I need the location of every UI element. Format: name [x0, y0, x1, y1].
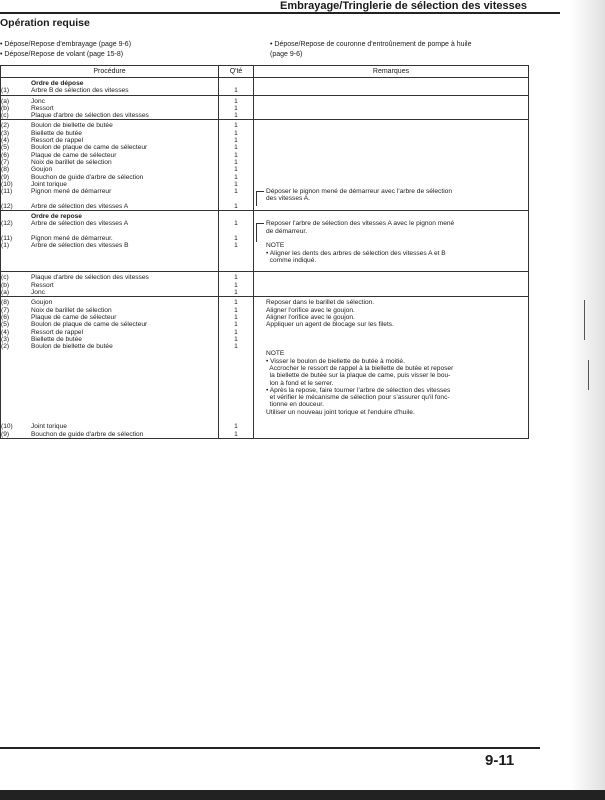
- bracket-connector: [256, 191, 264, 206]
- remarks-cell: [254, 95, 529, 120]
- remark-line: • Après la repose, faire tourner l'arbre de sélection des vitesses: [266, 386, 451, 394]
- step-ref: (8): [1, 166, 10, 174]
- remark-line: [254, 235, 528, 242]
- qty-value: 1: [234, 158, 238, 166]
- header-qty: Q'té: [219, 66, 254, 78]
- step-text: Ordre de dépose: [31, 80, 84, 87]
- step-text: Goujon: [31, 299, 53, 307]
- qty-value: 1: [234, 87, 238, 95]
- step-ref: (5): [1, 321, 10, 329]
- qty-value: 1: [234, 180, 238, 188]
- procedure-line: [1, 387, 218, 394]
- procedure-line: [1, 282, 218, 289]
- qty-value: [219, 195, 253, 202]
- procedure-line: [1, 431, 218, 438]
- step-ref: (6): [1, 313, 10, 321]
- header-rule: [0, 12, 560, 14]
- procedure-line: [1, 122, 218, 129]
- qty-value: 1: [234, 289, 238, 297]
- qty-value: 1: [234, 343, 238, 351]
- procedure-line: [1, 314, 218, 321]
- qty-value: [219, 358, 253, 365]
- remark-line: • Visser le boulon de biellette de butée à moitié.: [266, 357, 405, 365]
- table-header-row: [1, 66, 529, 78]
- table-row: [1, 272, 529, 297]
- procedure-line: [1, 112, 218, 119]
- step-text: Ressort de rappel: [31, 137, 84, 145]
- qty-value: 1: [234, 202, 238, 210]
- qty-value: 1: [234, 306, 238, 314]
- remark-line: de démarreur.: [266, 227, 308, 235]
- procedure-line: [1, 401, 218, 408]
- step-text: Noix de barillet de sélection: [31, 158, 112, 166]
- remark-line: NOTE: [266, 350, 285, 358]
- remark-line: lon à fond et le serrer.: [266, 379, 334, 387]
- procedure-line: [1, 329, 218, 336]
- procedure-line: [1, 105, 218, 112]
- step-ref: (b): [1, 281, 10, 289]
- procedure-line: [1, 188, 218, 195]
- step-text: Plaque d'arbre de sélection des vitesses: [31, 112, 149, 120]
- remarks-cell: [254, 297, 529, 439]
- step-text: Arbre de sélection des vitesses A: [31, 202, 129, 210]
- procedure-line: [1, 307, 218, 314]
- requirement-item: • Dépose/Repose d'embrayage (page 9-6): [0, 41, 132, 48]
- qty-value: 1: [234, 313, 238, 321]
- qty-value: 1: [234, 430, 238, 438]
- remark-line: Accrocher le ressort de rappel à la biellette de butée et reposer: [266, 364, 454, 372]
- requirement-item: (page 9-6): [270, 51, 303, 58]
- requirement-item: • Dépose/Repose de couronne d'entroûnement de pompe à huile: [270, 41, 472, 48]
- requirements-right: [270, 40, 540, 60]
- remark-line: [254, 336, 528, 343]
- procedure-line: [1, 380, 218, 387]
- step-text: Bouchon de guide d'arbre de sélection: [31, 173, 144, 181]
- procedure-line: [1, 336, 218, 343]
- table-body: [1, 78, 529, 439]
- qty-value: 1: [234, 188, 238, 196]
- step-ref: (4): [1, 137, 10, 145]
- remark-line: [254, 213, 528, 220]
- remark-line: Aligner l'orifice avec le goujon.: [266, 313, 355, 321]
- qty-value: 1: [234, 173, 238, 181]
- qty-value: 1: [234, 144, 238, 152]
- step-ref: (2): [1, 343, 10, 351]
- remarks-cell: [254, 120, 529, 211]
- qty-value: 1: [234, 274, 238, 282]
- step-ref: (9): [1, 173, 10, 181]
- table-row: [1, 120, 529, 211]
- qty-cell: [219, 78, 254, 96]
- remark-line: Appliquer un agent de blocage sur les filets.: [266, 321, 394, 329]
- remark-line: [254, 343, 528, 350]
- step-text: Pignon mené de démarreur.: [31, 234, 113, 242]
- step-text: Ordre de repose: [31, 213, 82, 221]
- qty-value: [219, 416, 253, 423]
- edge-mark: [588, 360, 589, 390]
- step-ref: (5): [1, 144, 10, 152]
- procedure-line: [1, 274, 218, 281]
- remark-line: [254, 152, 528, 159]
- qty-cell: [219, 95, 254, 120]
- procedure-cell: [1, 272, 219, 297]
- step-ref: (12): [1, 202, 13, 210]
- procedure-line: [1, 358, 218, 365]
- step-ref: (b): [1, 104, 10, 112]
- step-ref: (1): [1, 87, 10, 95]
- step-text: Boulon de plaque de came de sélecteur: [31, 321, 148, 329]
- procedure-line: [1, 394, 218, 401]
- qty-value: [219, 80, 253, 87]
- qty-value: [219, 264, 253, 271]
- qty-value: 1: [234, 242, 238, 250]
- remark-line: [254, 166, 528, 173]
- step-ref: (9): [1, 430, 10, 438]
- procedure-line: [1, 220, 218, 227]
- step-text: Noix de barillet de sélection: [31, 306, 112, 314]
- qty-cell: [219, 211, 254, 272]
- procedure-line: [1, 299, 218, 306]
- step-ref: (a): [1, 97, 10, 105]
- qty-value: [219, 250, 253, 257]
- qty-value: 1: [234, 112, 238, 120]
- step-ref: (12): [1, 220, 13, 228]
- step-ref: (3): [1, 129, 10, 137]
- page-number: 9-11: [485, 752, 515, 769]
- remark-line: Reposer l'arbre de sélection des vitesses A avec le pignon mené: [266, 220, 455, 228]
- page-edge-shadow: [570, 0, 605, 800]
- step-text: Plaque de came de sélecteur: [31, 151, 117, 159]
- remark-line: Reposer dans le barillet de sélection.: [266, 299, 375, 307]
- procedure-line: [1, 137, 218, 144]
- remark-line: NOTE: [266, 242, 285, 250]
- procedure-line: [1, 409, 218, 416]
- procedure-cell: [1, 95, 219, 120]
- remark-line: et vérifier le mécanisme de sélection pour s'assurer qu'il fonc-: [266, 394, 450, 402]
- qty-cell: [219, 297, 254, 439]
- procedure-line: [1, 350, 218, 357]
- qty-value: 1: [234, 281, 238, 289]
- step-text: Plaque de came de sélecteur: [31, 313, 117, 321]
- footer-bar: [0, 790, 605, 800]
- remark-line: [254, 130, 528, 137]
- step-text: Jonc: [31, 97, 45, 105]
- procedure-line: [1, 213, 218, 220]
- procedure-line: [1, 372, 218, 379]
- step-text: Jonc: [31, 289, 45, 297]
- qty-value: 1: [234, 122, 238, 130]
- procedure-line: [1, 257, 218, 264]
- procedure-cell: [1, 120, 219, 211]
- remark-line: la biellette de butée sur la plaque de came, puis visser le bou-: [266, 372, 451, 380]
- header-title: Embrayage/Tringlerie de sélection des vitesses: [279, 0, 527, 12]
- qty-value: 1: [234, 137, 238, 145]
- step-text: Biellette de butée: [31, 335, 82, 343]
- procedure-line: [1, 166, 218, 173]
- step-text: Ressort: [31, 281, 54, 289]
- step-text: Pignon mené de démarreur: [31, 188, 112, 196]
- step-text: Ressort de rappel: [31, 328, 84, 336]
- bracket-connector: [256, 223, 264, 242]
- remark-line: [254, 122, 528, 129]
- qty-value: [219, 257, 253, 264]
- procedure-cell: [1, 211, 219, 272]
- step-text: Plaque d'arbre de sélection des vitesses: [31, 274, 149, 282]
- qty-cell: [219, 120, 254, 211]
- procedure-line: [1, 321, 218, 328]
- remark-line: [254, 159, 528, 166]
- procedure-line: [1, 87, 218, 94]
- remarks-cell: [254, 78, 529, 96]
- table-row: [1, 297, 529, 439]
- remark-line: [254, 174, 528, 181]
- qty-value: [219, 380, 253, 387]
- edge-mark: [584, 300, 585, 340]
- step-text: Ressort: [31, 104, 54, 112]
- procedure-line: [1, 144, 218, 151]
- qty-value: 1: [234, 423, 238, 431]
- qty-value: [219, 213, 253, 220]
- procedure-line: [1, 181, 218, 188]
- header-remarks: Remarques: [254, 66, 529, 78]
- section-title: Opération requise: [0, 17, 90, 29]
- qty-value: 1: [234, 321, 238, 329]
- procedure-line: [1, 152, 218, 159]
- remark-line: tionne en douceur.: [266, 401, 324, 409]
- step-text: Arbre de sélection des vitesses B: [31, 242, 129, 250]
- procedure-line: [1, 235, 218, 242]
- procedure-line: [1, 365, 218, 372]
- step-ref: (7): [1, 306, 10, 314]
- step-ref: (1): [1, 242, 10, 250]
- step-text: Boulon de plaque de came de sélecteur: [31, 144, 148, 152]
- procedure-line: [1, 250, 218, 257]
- qty-value: 1: [234, 220, 238, 228]
- qty-value: [219, 401, 253, 408]
- procedure-line: [1, 242, 218, 249]
- remark-line: [254, 137, 528, 144]
- qty-cell: [219, 272, 254, 297]
- step-ref: (11): [1, 234, 13, 242]
- procedure-line: [1, 264, 218, 271]
- qty-value: 1: [234, 166, 238, 174]
- qty-value: 1: [234, 234, 238, 242]
- qty-value: [219, 387, 253, 394]
- step-text: Boulon de biellette de butée: [31, 122, 113, 130]
- step-ref: (6): [1, 151, 10, 159]
- requirement-item: • Dépose/Repose de volant (page 15-8): [0, 51, 124, 58]
- qty-value: [219, 394, 253, 401]
- step-text: Goujon: [31, 166, 53, 174]
- remark-line: Aligner l'orifice avec le goujon.: [266, 306, 355, 314]
- procedure-line: [1, 416, 218, 423]
- procedure-line: [1, 159, 218, 166]
- step-ref: (10): [1, 423, 13, 431]
- qty-value: 1: [234, 335, 238, 343]
- table-row: [1, 78, 529, 96]
- qty-value: [219, 228, 253, 235]
- procedure-line: [1, 423, 218, 430]
- procedure-line: [1, 343, 218, 350]
- header-procedure: Procédure: [1, 66, 219, 78]
- qty-value: [219, 365, 253, 372]
- remarks-cell: [254, 211, 529, 272]
- remarks-cell: [254, 272, 529, 297]
- qty-value: 1: [234, 328, 238, 336]
- footer-rule: [0, 747, 540, 749]
- qty-value: 1: [234, 151, 238, 159]
- qty-value: [219, 372, 253, 379]
- qty-value: 1: [234, 129, 238, 137]
- procedure-line: [1, 195, 218, 202]
- step-text: Biellette de butée: [31, 129, 82, 137]
- procedure-line: [1, 130, 218, 137]
- remark-line: comme indiqué.: [266, 256, 317, 264]
- procedure-line: [1, 228, 218, 235]
- procedure-cell: [1, 78, 219, 96]
- table-row: [1, 211, 529, 272]
- remark-line: [254, 181, 528, 188]
- remark-line: • Aligner les dents des arbres de sélection des vitesses A et B: [266, 249, 446, 257]
- procedure-line: [1, 203, 218, 210]
- remark-line: Utiliser un nouveau joint torique et l'enduire d'huile.: [266, 408, 415, 416]
- step-text: Joint torique: [31, 180, 67, 188]
- remark-line: [254, 144, 528, 151]
- table-row: [1, 95, 529, 120]
- requirements-left: [0, 40, 131, 60]
- step-ref: (7): [1, 158, 10, 166]
- qty-value: 1: [234, 104, 238, 112]
- qty-value: 1: [234, 97, 238, 105]
- procedure-cell: [1, 297, 219, 439]
- step-ref: (8): [1, 299, 10, 307]
- step-ref: (c): [1, 112, 9, 120]
- step-text: Joint torique: [31, 423, 67, 431]
- step-text: Boulon de biellette de butée: [31, 343, 113, 351]
- procedure-line: [1, 98, 218, 105]
- qty-value: [219, 350, 253, 357]
- procedure-table: [0, 65, 529, 439]
- procedure-line: [1, 80, 218, 87]
- remark-line: Déposer le pignon mené de démarreur avec l'arbre de sélection: [266, 188, 452, 196]
- step-ref: (4): [1, 328, 10, 336]
- procedure-line: [1, 174, 218, 181]
- procedure-line: [1, 289, 218, 296]
- remark-line: des vitesses A.: [266, 195, 310, 203]
- step-ref: (c): [1, 274, 9, 282]
- step-text: Bouchon de guide d'arbre de sélection: [31, 430, 144, 438]
- step-text: Arbre de sélection des vitesses A: [31, 220, 129, 228]
- step-text: Arbre B de sélection des vitesses: [31, 87, 129, 95]
- step-ref: (2): [1, 122, 10, 130]
- remark-line: [254, 329, 528, 336]
- qty-value: [219, 409, 253, 416]
- step-ref: (3): [1, 335, 10, 343]
- step-ref: (10): [1, 180, 13, 188]
- step-ref: (11): [1, 188, 13, 196]
- qty-value: 1: [234, 299, 238, 307]
- step-ref: (a): [1, 289, 10, 297]
